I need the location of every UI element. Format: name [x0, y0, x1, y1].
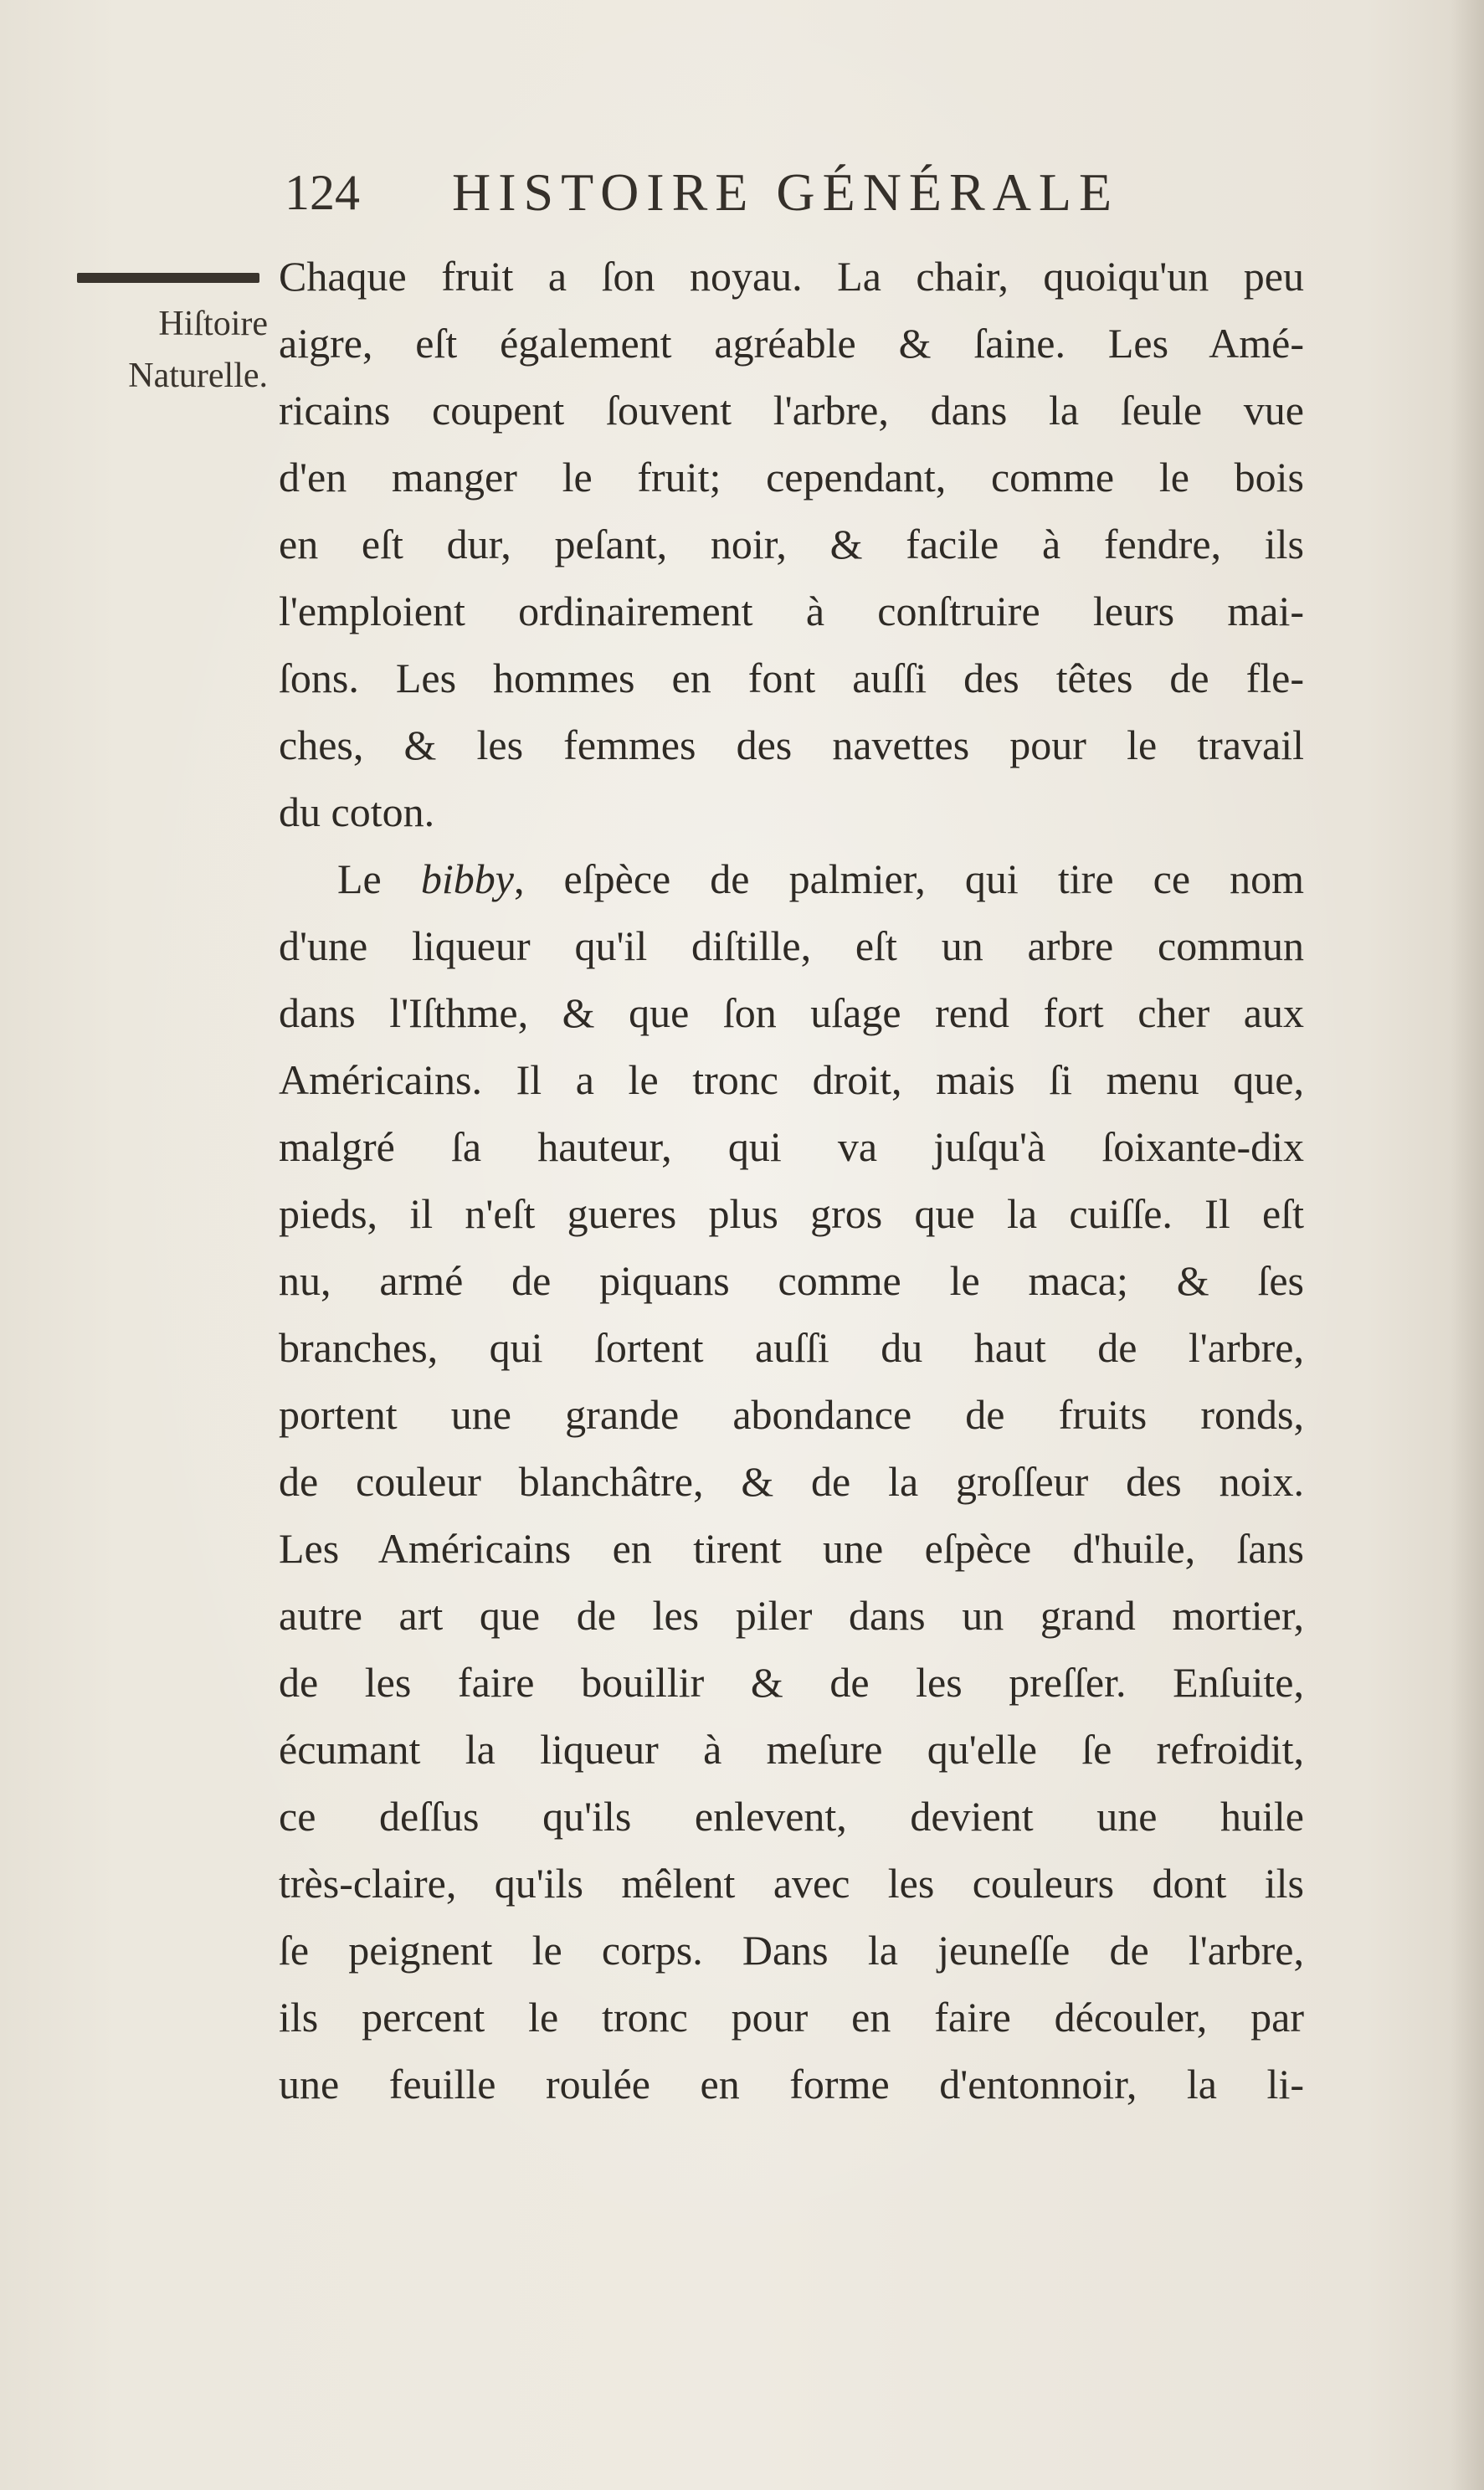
para2-start: Le	[337, 855, 421, 902]
text-line-22: de les faire bouillir & de les preſſer. Enſuite,	[279, 1659, 1304, 1706]
text-line-24: ce deſſus qu'ils enlevent, devient une huile	[279, 1793, 1304, 1840]
text-line-27: ils percent le tronc pour en faire découler, par	[279, 1994, 1304, 2041]
page-number: 124	[285, 165, 360, 220]
text-line-23: écumant la liqueur à meſure qu'elle ſe refroidit,	[279, 1726, 1304, 1773]
text-line-4: d'en manger le fruit; cependant, comme le bois	[279, 454, 1304, 501]
para2-rest: , eſpèce de palmier, qui tire ce nom	[513, 855, 1305, 902]
text-line-8: ches, & les femmes des navettes pour le travail	[279, 721, 1304, 768]
margin-note-line-2: Naturelle.	[128, 357, 268, 395]
text-line-19: de couleur blanchâtre, & de la groſſeur des noix.	[279, 1458, 1304, 1505]
text-line-13: Américains. Il a le tronc droit, mais ſi menu que,	[279, 1056, 1304, 1103]
margin-rule	[77, 273, 259, 283]
text-line-6: l'emploient ordinairement à conſtruire leurs mai-	[279, 588, 1304, 634]
text-line-10	[279, 845, 1304, 912]
text-line-14: malgré ſa hauteur, qui va juſqu'à ſoixante-dix	[279, 1123, 1304, 1170]
page-header	[285, 159, 1189, 226]
text-line-7: ſons. Les hommes en font auſſi des têtes de fle-	[279, 655, 1304, 701]
para2-italic-term: bibby	[420, 855, 514, 902]
text-line-2: aigre, eſt également agréable & ſaine. Les Amé-	[279, 320, 1304, 367]
body-text	[279, 243, 1304, 2118]
margin-note-line-1: Hiſtoire	[158, 305, 268, 343]
text-line-5: en eſt dur, peſant, noir, & facile à fendre, ils	[279, 521, 1304, 567]
text-line-18: portent une grande abondance de fruits ronds,	[279, 1391, 1304, 1438]
text-line-1: Chaque fruit a ſon noyau. La chair, quoiqu'un peu	[279, 253, 1304, 300]
margin-note	[59, 298, 268, 402]
text-line-11: d'une liqueur qu'il diſtille, eſt un arbre commun	[279, 922, 1304, 969]
text-line-17: branches, qui ſortent auſſi du haut de l'arbre,	[279, 1324, 1304, 1371]
text-line-15: pieds, il n'eſt gueres plus gros que la cuiſſe. Il eſt	[279, 1190, 1304, 1237]
running-title: HISTOIRE GÉNÉRALE	[452, 162, 1120, 222]
text-line-16: nu, armé de piquans comme le maca; & ſes	[279, 1257, 1304, 1304]
text-line-26: ſe peignent le corps. Dans la jeuneſſe de l'arbre,	[279, 1927, 1304, 1974]
text-line-9: du coton.	[279, 788, 435, 835]
text-line-25: très-claire, qu'ils mêlent avec les couleurs dont ils	[279, 1860, 1304, 1907]
text-line-12: dans l'Iſthme, & que ſon uſage rend fort cher aux	[279, 989, 1304, 1036]
text-line-3: ricains coupent ſouvent l'arbre, dans la ſeule vue	[279, 387, 1304, 434]
page-shadow-edge	[1451, 0, 1484, 2490]
text-line-28: une feuille roulée en forme d'entonnoir, la li-	[279, 2061, 1304, 2108]
text-line-20: Les Américains en tirent une eſpèce d'huile, ſans	[279, 1525, 1304, 1572]
text-line-21: autre art que de les piler dans un grand mortier,	[279, 1592, 1304, 1639]
